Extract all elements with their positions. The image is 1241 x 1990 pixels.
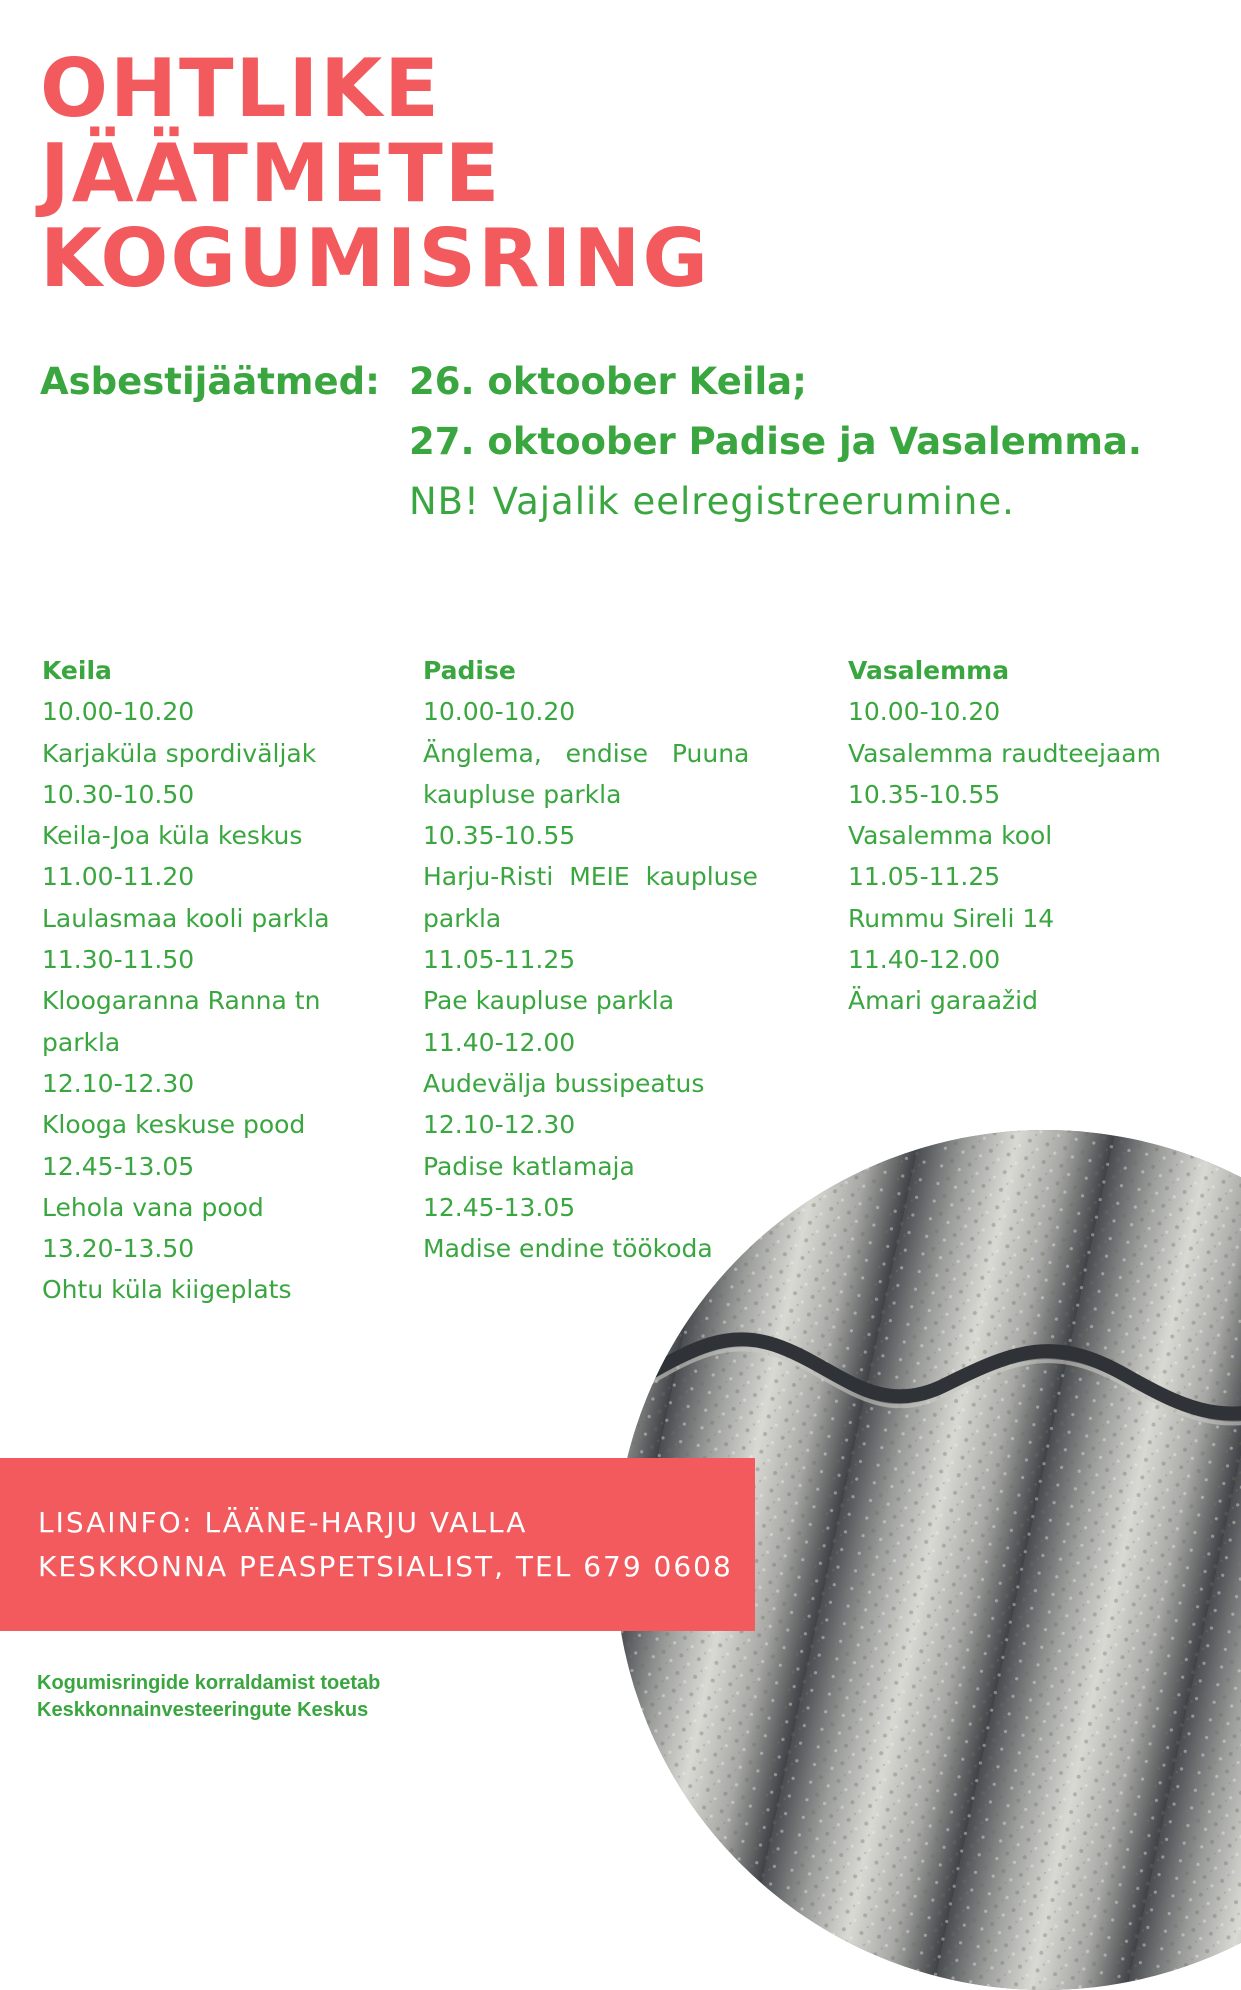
schedule-line: Klooga keskuse pood: [42, 1110, 306, 1140]
schedule-line: parkla: [423, 903, 502, 933]
schedule-line: Änglema, endise Puuna: [423, 738, 750, 768]
schedule-line: Keila-Joa küla keskus: [42, 821, 303, 851]
schedule-line: Harju-Risti MEIE kaupluse: [423, 862, 758, 892]
schedule-line: Pae kaupluse parkla: [423, 986, 675, 1016]
schedule-line: 12.45-13.05: [423, 1192, 576, 1222]
schedule-line: 11.05-11.25: [423, 945, 576, 975]
schedule-line: Ämari garaažid: [848, 986, 1038, 1016]
schedule-line: Madise endine töökoda: [423, 1234, 713, 1264]
column-heading-padise: Padise: [423, 656, 516, 685]
schedule-line: 12.10-12.30: [42, 1068, 195, 1098]
title-line-2: JÄÄTMETE: [40, 127, 502, 220]
schedule-line: 11.05-11.25: [848, 862, 1001, 892]
column-heading-keila: Keila: [42, 656, 112, 685]
schedule-line: parkla: [42, 1027, 121, 1057]
schedule-line: Vasalemma kool: [848, 821, 1053, 851]
title-line-3: KOGUMISRING: [40, 212, 711, 305]
schedule-line: 11.30-11.50: [42, 945, 195, 975]
support-credit: [37, 1670, 380, 1724]
schedule-column-padise: [423, 650, 758, 1269]
info-line-1: LISAINFO: LÄÄNE-HARJU VALLA: [38, 1506, 528, 1539]
asbestos-label: Asbestijäätmed:: [40, 360, 380, 403]
schedule-line: 12.45-13.05: [42, 1151, 195, 1181]
schedule-line: 12.10-12.30: [423, 1110, 576, 1140]
schedule-line: Rummu Sireli 14: [848, 903, 1055, 933]
column-heading-vasalemma: Vasalemma: [848, 656, 1010, 685]
schedule-line: 10.35-10.55: [423, 821, 576, 851]
schedule-line: Lehola vana pood: [42, 1192, 264, 1222]
schedule-line: 11.40-12.00: [423, 1027, 576, 1057]
asbestos-date-keila: 26. oktoober Keila;: [409, 360, 807, 403]
schedule-line: 11.40-12.00: [848, 945, 1001, 975]
schedule-line: Ohtu küla kiigeplats: [42, 1275, 292, 1305]
info-line-2: KESKKONNA PEASPETSIALIST, TEL 679 0608: [38, 1550, 733, 1583]
schedule-line: 10.00-10.20: [848, 697, 1001, 727]
page-title: [40, 42, 711, 305]
support-line-2: Keskkonnainvesteeringute Keskus: [37, 1699, 369, 1721]
schedule-line: 10.30-10.50: [42, 779, 195, 809]
schedule-column-vasalemma: [848, 650, 1228, 1022]
schedule-line: Kloogaranna Ranna tn: [42, 986, 321, 1016]
info-box: [0, 1458, 755, 1631]
schedule-line: Laulasmaa kooli parkla: [42, 903, 330, 933]
schedule-line: 11.00-11.20: [42, 862, 195, 892]
schedule-column-keila: [42, 650, 342, 1311]
schedule-line: Vasalemma raudteejaam: [848, 738, 1161, 768]
schedule-line: Karjaküla spordiväljak: [42, 738, 317, 768]
asbestos-date-padise-vasalemma: 27. oktoober Padise ja Vasalemma.: [409, 420, 1142, 463]
schedule-line: Padise katlamaja: [423, 1151, 635, 1181]
title-line-1: OHTLIKE: [40, 42, 441, 135]
schedule-line: kaupluse parkla: [423, 779, 622, 809]
schedule-line: 10.00-10.20: [423, 697, 576, 727]
schedule-line: Audevälja bussipeatus: [423, 1068, 705, 1098]
registration-note: NB! Vajalik eelregistreerumine.: [409, 480, 1015, 523]
schedule-line: 10.35-10.55: [848, 779, 1001, 809]
support-line-1: Kogumisringide korraldamist toetab: [37, 1672, 381, 1694]
schedule-line: 10.00-10.20: [42, 697, 195, 727]
schedule-line: 13.20-13.50: [42, 1234, 195, 1264]
